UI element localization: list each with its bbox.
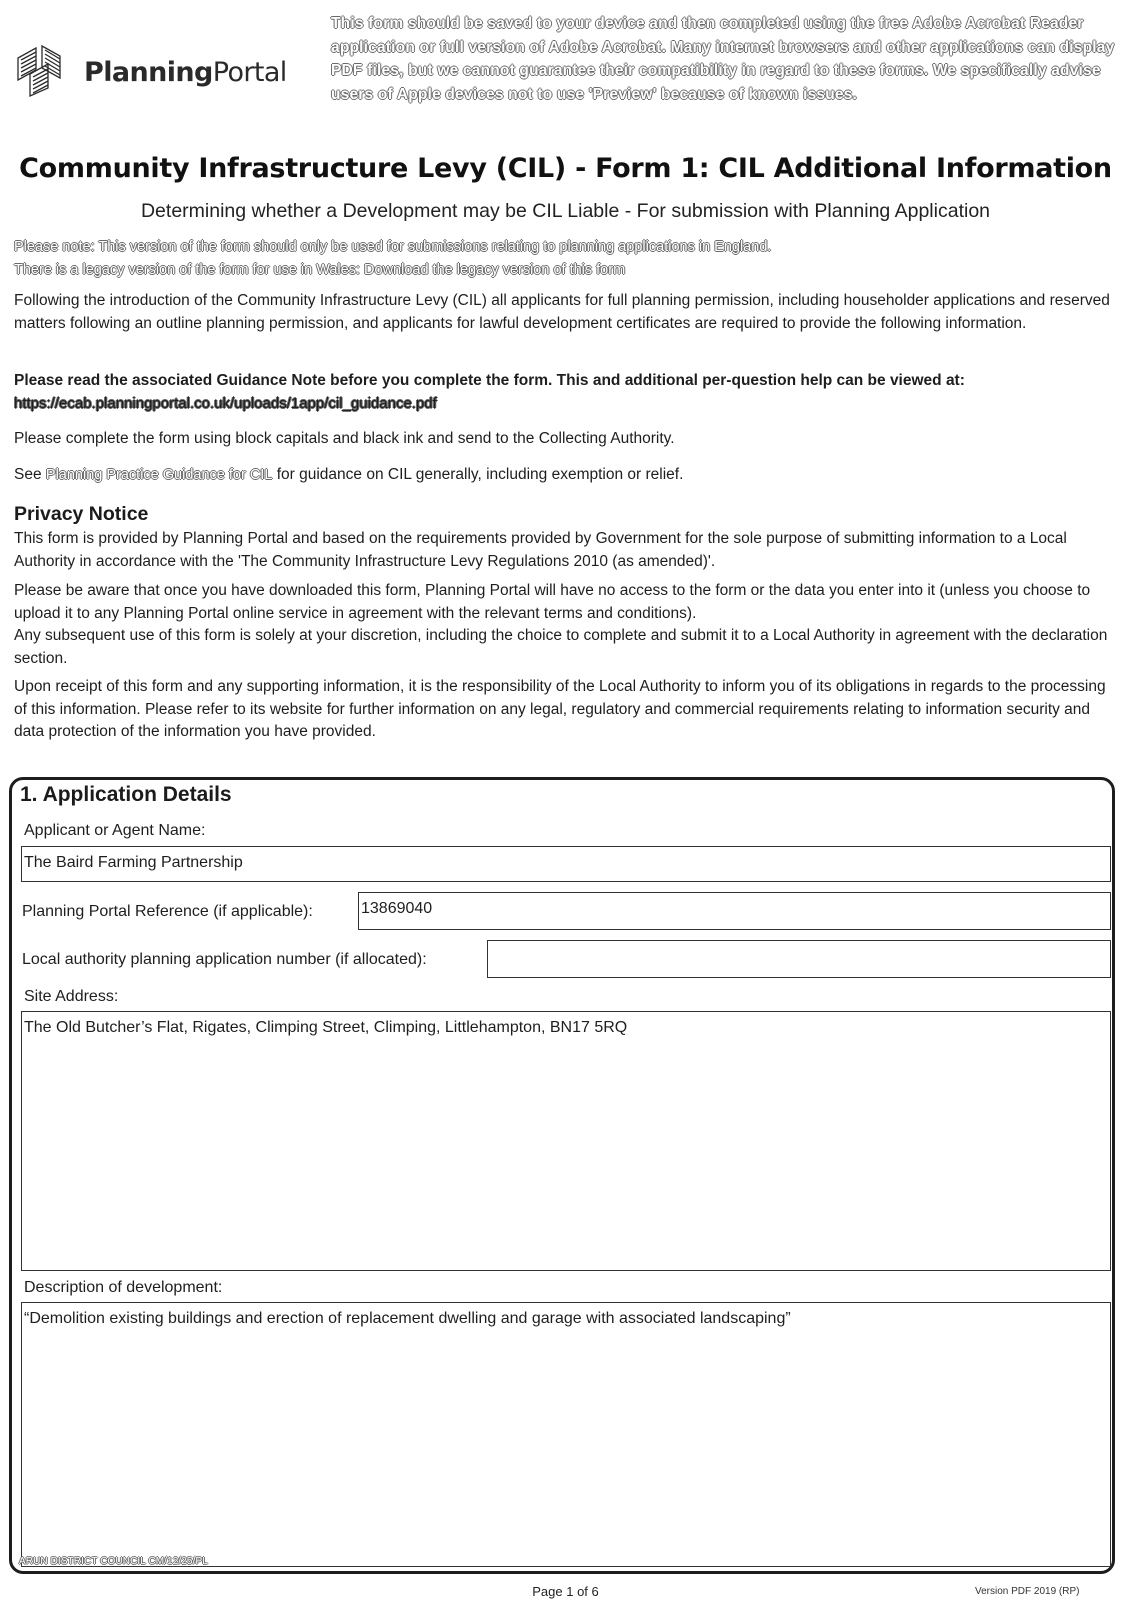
england-only-note (14, 236, 1114, 282)
privacy-paragraph-1: This form is provided by Planning Portal and based on the requirements provided by Government for the sole purpose of submitting information to a Local Authority in accordance with the 'The Community Infrastructure Levy Regulations 2010 (as amended)'. (14, 530, 1067, 570)
la-application-number-label: Local authority planning application number (if allocated): (22, 951, 427, 968)
privacy-paragraph-3: Any subsequent use of this form is solely at your discretion, including the choice to complete and submit it to a Local Authority in agreement with the declaration section. (14, 627, 1108, 667)
description-label: Description of development: (24, 1279, 223, 1296)
intro-paragraph: Following the introduction of the Community Infrastructure Levy (CIL) all applicants for full planning permission, including householder applications and reserved matters following an outline planning permission, and applicants for lawful development certificates are required to provide the following information. (14, 292, 1110, 332)
privacy-paragraph-2: Please be aware that once you have downloaded this form, Planning Portal will have no access to the form or the data you enter into it (unless you choose to upload it to any Planning Portal online service in agreement with the relevant terms and conditions). (14, 582, 1091, 622)
la-application-number-field[interactable] (487, 940, 1111, 978)
planning-portal-logo (14, 40, 287, 96)
portal-reference-label: Planning Portal Reference (if applicable): (22, 903, 313, 920)
planning-portal-logo-icon (14, 40, 72, 98)
privacy-notice-heading: Privacy Notice (14, 503, 149, 525)
site-address-label: Site Address: (24, 988, 119, 1005)
privacy-paragraph-4: Upon receipt of this form and any supporting information, it is the responsibility of the Local Authority to inform you of its obligations in regards to the processing of this information. Please refer to its website for further information on any legal, regulatory and commercial requirements relating to information security and data protection of the information you have provided. (14, 678, 1106, 740)
browser-compatibility-notice: This form should be saved to your device and then completed using the free Adobe Acrobat Reader application or full version of Adobe Acrobat. Many internet browsers and other applications can display PDF files, but we cannot guarantee their compatibility in regard to these forms. We specifically advise users of Apple devices not to use 'Preview' because of known issues. (331, 15, 1115, 103)
applicant-name-field[interactable]: The Baird Farming Partnership (21, 846, 1111, 882)
portal-reference-field[interactable]: 13869040 (358, 892, 1111, 930)
form-subtitle: Determining whether a Development may be CIL Liable - For submission with Planning Application (140, 200, 991, 222)
council-reference-stamp: ARUN DISTRICT COUNCIL CM/12/25/PL (19, 1556, 208, 1567)
site-address-field[interactable]: The Old Butcher’s Flat, Rigates, Climping Street, Climping, Littlehampton, BN17 5RQ (21, 1011, 1111, 1271)
version-label: Version PDF 2019 (RP) (975, 1586, 1080, 1597)
cil-guidance-line: See Planning Practice Guidance for CIL for guidance on CIL generally, including exemption or relief. (14, 466, 684, 483)
wales-note-line: There is a legacy version of the form for use in Wales: Download the legacy version of this form (14, 262, 626, 278)
description-field[interactable]: “Demolition existing buildings and erection of replacement dwelling and garage with associated landscaping” (21, 1302, 1111, 1567)
guidance-note-text: Please read the associated Guidance Note before you complete the form. This and additional per-question help can be viewed at: (14, 372, 965, 389)
application-details-heading: 1. Application Details (20, 783, 232, 806)
applicant-name-label: Applicant or Agent Name: (24, 822, 206, 839)
legacy-version-link[interactable]: Download the legacy version of this form (364, 262, 626, 278)
page-number: Page 1 of 6 (532, 1584, 599, 1599)
england-note-line: Please note: This version of the form should only be used for submissions relating to planning applications in England. (14, 239, 772, 255)
form-title: Community Infrastructure Levy (CIL) - Form 1: CIL Additional Information (19, 153, 1112, 184)
planning-practice-guidance-link[interactable]: Planning Practice Guidance for CIL (45, 467, 273, 483)
logo-wordmark: PlanningPortal (84, 57, 287, 88)
block-capitals-instruction: Please complete the form using block capitals and black ink and send to the Collecting Authority. (14, 430, 675, 447)
guidance-url-link[interactable]: https://ecab.planningportal.co.uk/uploads/1app/cil_guidance.pdf (14, 395, 437, 412)
